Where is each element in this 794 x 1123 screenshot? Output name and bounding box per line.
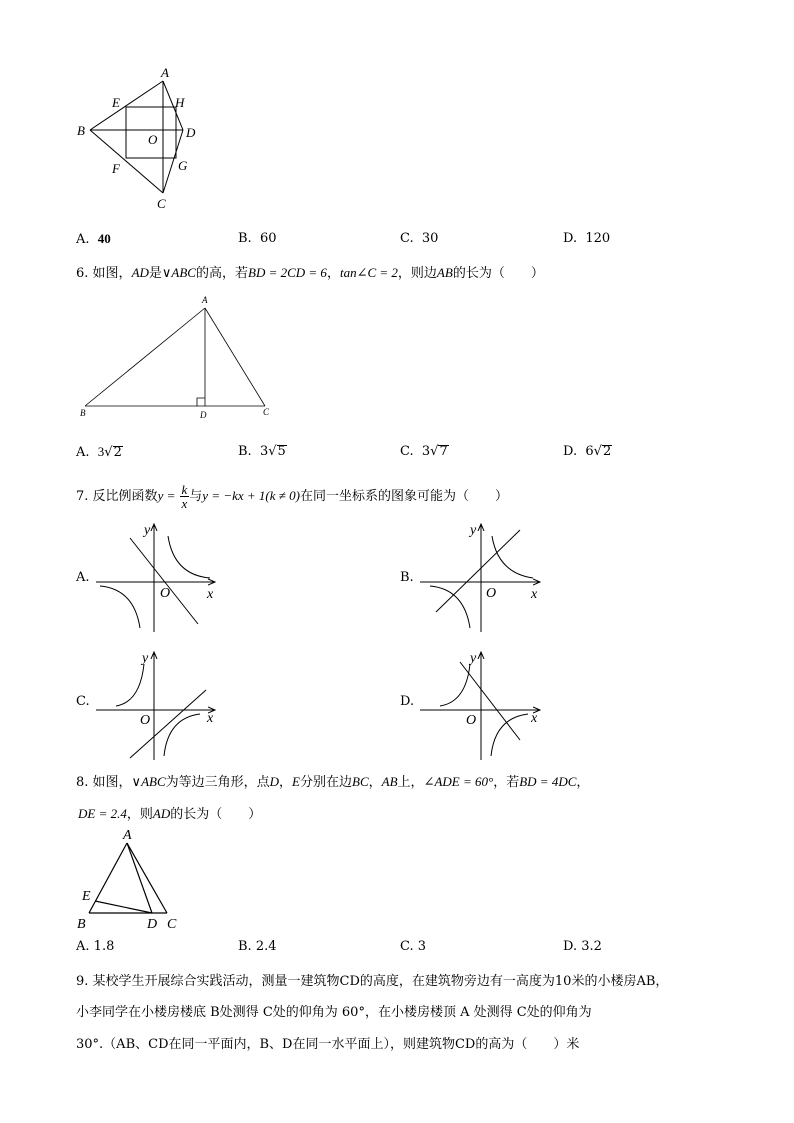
q7b-axis-y: y — [470, 523, 477, 538]
sqrt-icon: √ — [104, 445, 113, 460]
q7c-axis-y: y — [142, 651, 149, 666]
q8-option-c[interactable] — [400, 939, 426, 954]
option-letter: C. — [400, 444, 414, 459]
stem-math: AD — [152, 806, 171, 821]
option-text: 1.8 — [93, 939, 115, 954]
stem-text: 与 — [189, 489, 203, 504]
stem-text: 上， — [397, 775, 424, 790]
q9-stem-line2: 小李同学在小楼房楼底 B处测得 C处的仰角为 60°，在小楼房楼顶 A 处测得 C处的仰角为 — [76, 1005, 592, 1020]
q5-label-c: C — [157, 196, 166, 211]
stem-text: ，则 — [126, 807, 153, 822]
q8-label-e: E — [82, 889, 91, 904]
stem-math: AD — [131, 265, 149, 280]
option-coef: 3 — [421, 444, 431, 459]
option-text: 3 — [417, 939, 427, 954]
q6-label-d: D — [200, 410, 207, 420]
option-letter: A. — [76, 939, 90, 954]
q5-label-e: E — [112, 95, 120, 110]
option-text: 40 — [97, 231, 111, 246]
option-letter: A. — [76, 445, 90, 460]
option-letter: C. — [400, 939, 414, 954]
q8-option-d[interactable] — [563, 939, 602, 954]
option-letter: D. — [563, 939, 578, 954]
q8-option-b[interactable] — [238, 939, 277, 954]
question-number: 7. — [76, 489, 93, 504]
stem-text: 为等边三角形，点 — [165, 775, 270, 790]
stem-text: ， — [279, 775, 293, 790]
q7-option-c[interactable]: C. — [76, 694, 90, 709]
stem-text: 分别在边 — [300, 775, 353, 790]
option-coef: 3 — [97, 444, 105, 459]
option-letter: B. — [238, 939, 252, 954]
q7c-origin: O — [140, 713, 151, 728]
option-radicand: 2 — [113, 445, 122, 460]
q5-label-o: O — [148, 132, 158, 147]
option-text: 30 — [421, 231, 439, 246]
q5-label-g: G — [178, 158, 188, 173]
stem-math: ABC — [171, 265, 196, 280]
q7a-axis-x: x — [207, 587, 214, 602]
q5-option-c[interactable] — [400, 231, 438, 246]
sqrt-icon: √ — [593, 444, 602, 459]
q5-label-a: A — [161, 65, 169, 80]
stem-text: ，若 — [493, 775, 520, 790]
q7-option-d[interactable]: D. — [400, 694, 415, 709]
option-letter: D. — [563, 444, 578, 459]
q7d-axis-x: x — [531, 711, 538, 726]
stem-math: BD = 4DC — [519, 774, 577, 789]
q5-label-f: F — [112, 161, 120, 176]
option-text: 60 — [259, 231, 277, 246]
stem-math: tan∠C = 2 — [339, 265, 398, 280]
q6-option-c[interactable] — [400, 444, 449, 459]
option-letter: D. — [563, 231, 578, 246]
stem-text: 的长为（ ） — [170, 807, 262, 822]
option-radicand: 2 — [602, 444, 612, 459]
option-radicand: 7 — [439, 444, 448, 459]
q9-stem-line1: 9. 某校学生开展综合实践活动，测量一建筑物CD的高度，在建筑物旁边有一高度为10米的小楼房AB， — [76, 974, 669, 989]
q7a-origin: O — [160, 586, 171, 601]
sqrt-icon: √ — [268, 444, 277, 459]
stem-math: ABC — [141, 774, 166, 789]
q5-label-h: H — [175, 95, 185, 110]
question-number: 8. — [76, 775, 93, 790]
stem-text: 反比例函数 — [92, 489, 158, 504]
q8-label-b: B — [77, 917, 86, 932]
option-letter: A. — [76, 232, 90, 247]
q6-stem — [76, 262, 544, 281]
stem-text: 如图，∨ — [92, 775, 142, 790]
q6-option-d[interactable] — [563, 444, 612, 459]
q8-label-d: D — [147, 917, 158, 932]
q6-option-b[interactable] — [238, 444, 287, 459]
stem-math: D — [269, 774, 280, 789]
q6-label-a: A — [202, 295, 208, 305]
fraction — [180, 483, 190, 510]
stem-math: AB — [436, 265, 453, 280]
option-letter: C. — [400, 231, 414, 246]
option-text: 2.4 — [255, 939, 277, 954]
q6-label-b: B — [80, 408, 86, 418]
option-coef: 3 — [259, 444, 269, 459]
q7d-axis-y: y — [470, 651, 477, 666]
q5-label-d: D — [186, 125, 196, 140]
stem-text: 如图， — [92, 266, 132, 281]
q6-label-c: C — [263, 407, 270, 417]
stem-text: 的长为（ ） — [452, 266, 544, 281]
option-coef: 6 — [585, 444, 594, 459]
stem-text: ， — [368, 775, 382, 790]
q7d-origin: O — [466, 713, 477, 728]
q8-label-c: C — [167, 917, 177, 932]
sqrt-icon: √ — [430, 444, 439, 459]
q5-label-b: B — [77, 123, 85, 138]
stem-math: BC — [352, 774, 369, 789]
stem-math: E — [292, 774, 300, 789]
option-text: 3.2 — [581, 939, 602, 954]
q8-stem-line1 — [76, 771, 589, 790]
option-letter: B. — [238, 231, 252, 246]
q5-option-d[interactable] — [563, 231, 610, 246]
stem-math: BD = 2CD = 6 — [248, 265, 327, 280]
q7c-axis-x: x — [207, 711, 214, 726]
stem-text: ， — [576, 775, 590, 790]
stem-text: 在同一坐标系的图象可能为（ ） — [300, 489, 509, 504]
stem-text: ， — [326, 266, 340, 281]
q7b-origin: O — [486, 586, 497, 601]
q7a-axis-y: y — [144, 523, 151, 538]
q7b-axis-x: x — [531, 587, 538, 602]
stem-math: DE = 2.4 — [78, 806, 127, 821]
q7-option-a[interactable]: A. — [76, 570, 90, 585]
q9-stem-line3: 30°.（AB、CD在同一平面内，B、D在同一水平面上），则建筑物CD的高为（ ）米 — [76, 1037, 580, 1052]
question-number: 6. — [76, 266, 93, 281]
option-radicand: 5 — [277, 444, 286, 459]
stem-math: ∠ADE = 60° — [423, 774, 494, 789]
stem-text: ，则边 — [397, 266, 437, 281]
fraction-denominator: x — [181, 496, 188, 511]
q7-stem — [76, 483, 508, 510]
stem-math: AB — [381, 774, 398, 789]
q8-option-a[interactable] — [76, 939, 114, 954]
stem-math: y = — [157, 488, 176, 503]
q8-label-a: A — [123, 828, 132, 843]
q8-stem-line2 — [78, 803, 261, 822]
q5-option-a[interactable] — [76, 231, 111, 247]
option-text: 120 — [585, 231, 611, 246]
q7-option-b[interactable]: B. — [400, 570, 414, 585]
stem-text: 是∨ — [148, 266, 172, 281]
option-letter: B. — [238, 444, 252, 459]
stem-math: y = −kx + 1(k ≠ 0) — [202, 488, 300, 503]
q6-option-a[interactable] — [76, 444, 123, 460]
fraction-numerator: k — [181, 482, 188, 497]
stem-text: 的高，若 — [195, 266, 248, 281]
q5-option-b[interactable] — [238, 231, 277, 246]
